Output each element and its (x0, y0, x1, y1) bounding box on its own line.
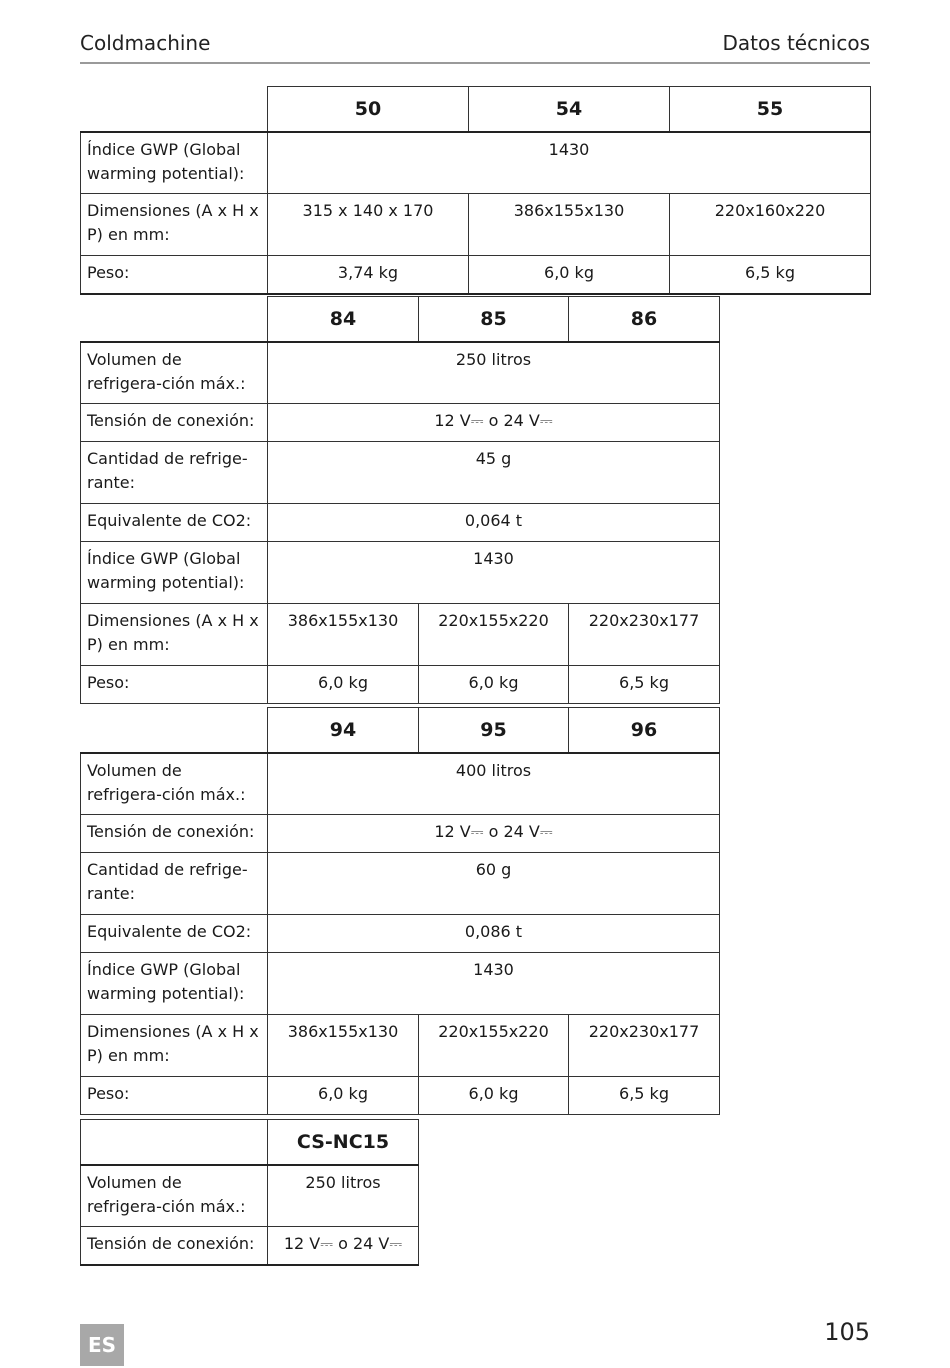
voltage-label: Tensión de conexión: (81, 1227, 268, 1265)
model-header: 96 (569, 708, 720, 753)
co2-label: Equivalente de CO2: (81, 504, 268, 542)
model-header: 86 (569, 297, 720, 342)
weight-value: 6,0 kg (419, 666, 569, 704)
gwp-value: 1430 (268, 953, 720, 1015)
dimensions-value: 220x160x220 (670, 194, 871, 256)
refrigerant-value: 45 g (268, 442, 720, 504)
page-number: 105 (824, 1318, 870, 1346)
model-header: 84 (268, 297, 419, 342)
gwp-label: Índice GWP (Global warming potential): (81, 132, 268, 194)
gwp-value: 1430 (268, 542, 720, 604)
cooling-volume-label: Volumen de refrigera-ción máx.: (81, 342, 268, 404)
page-header (80, 30, 870, 64)
blank-header (81, 1120, 268, 1165)
voltage-value: 12 V⎓ o 24 V⎓ (268, 1227, 419, 1265)
weight-value: 6,0 kg (469, 256, 670, 294)
weight-value: 6,0 kg (268, 1077, 419, 1115)
dimensions-value: 386x155x130 (469, 194, 670, 256)
co2-label: Equivalente de CO2: (81, 915, 268, 953)
gwp-label: Índice GWP (Global warming potential): (81, 542, 268, 604)
spec-table-50-54-55 (80, 86, 871, 295)
language-badge: ES (80, 1324, 124, 1366)
weight-value: 6,0 kg (268, 666, 419, 704)
cooling-volume-value: 250 litros (268, 342, 720, 404)
dimensions-value: 220x230x177 (569, 604, 720, 666)
dimensions-label: Dimensiones (A x H x P) en mm: (81, 1015, 268, 1077)
weight-value: 3,74 kg (268, 256, 469, 294)
refrigerant-label: Cantidad de refrige-rante: (81, 853, 268, 915)
dimensions-value: 386x155x130 (268, 604, 419, 666)
gwp-value: 1430 (268, 132, 871, 194)
weight-label: Peso: (81, 1077, 268, 1115)
dimensions-value: 220x230x177 (569, 1015, 720, 1077)
cooling-volume-value: 400 litros (268, 753, 720, 815)
model-header: CS-NC15 (268, 1120, 419, 1165)
voltage-label: Tensión de conexión: (81, 815, 268, 853)
cooling-volume-label: Volumen de refrigera-ción máx.: (81, 1165, 268, 1227)
dimensions-value: 315 x 140 x 170 (268, 194, 469, 256)
weight-label: Peso: (81, 666, 268, 704)
dimensions-value: 220x155x220 (419, 1015, 569, 1077)
model-header: 55 (670, 87, 871, 132)
dimensions-value: 220x155x220 (419, 604, 569, 666)
model-header: 85 (419, 297, 569, 342)
spec-table-84-85-86 (80, 296, 720, 704)
voltage-label: Tensión de conexión: (81, 404, 268, 442)
co2-value: 0,086 t (268, 915, 720, 953)
weight-value: 6,5 kg (569, 666, 720, 704)
model-header: 54 (469, 87, 670, 132)
spec-table-94-95-96 (80, 707, 720, 1115)
dimensions-value: 386x155x130 (268, 1015, 419, 1077)
gwp-label: Índice GWP (Global warming potential): (81, 953, 268, 1015)
dimensions-label: Dimensiones (A x H x P) en mm: (81, 194, 268, 256)
co2-value: 0,064 t (268, 504, 720, 542)
weight-value: 6,5 kg (569, 1077, 720, 1115)
cooling-volume-label: Volumen de refrigera-ción máx.: (81, 753, 268, 815)
cooling-volume-value: 250 litros (268, 1165, 419, 1227)
header-product-name: Coldmachine (80, 31, 211, 55)
spec-table-cs-nc15 (80, 1119, 419, 1266)
model-header: 50 (268, 87, 469, 132)
weight-value: 6,5 kg (670, 256, 871, 294)
refrigerant-label: Cantidad de refrige-rante: (81, 442, 268, 504)
weight-label: Peso: (81, 256, 268, 294)
model-header: 95 (419, 708, 569, 753)
header-section-title: Datos técnicos (722, 31, 870, 55)
dimensions-label: Dimensiones (A x H x P) en mm: (81, 604, 268, 666)
model-header: 94 (268, 708, 419, 753)
refrigerant-value: 60 g (268, 853, 720, 915)
voltage-value: 12 V⎓ o 24 V⎓ (268, 815, 720, 853)
voltage-value: 12 V⎓ o 24 V⎓ (268, 404, 720, 442)
weight-value: 6,0 kg (419, 1077, 569, 1115)
